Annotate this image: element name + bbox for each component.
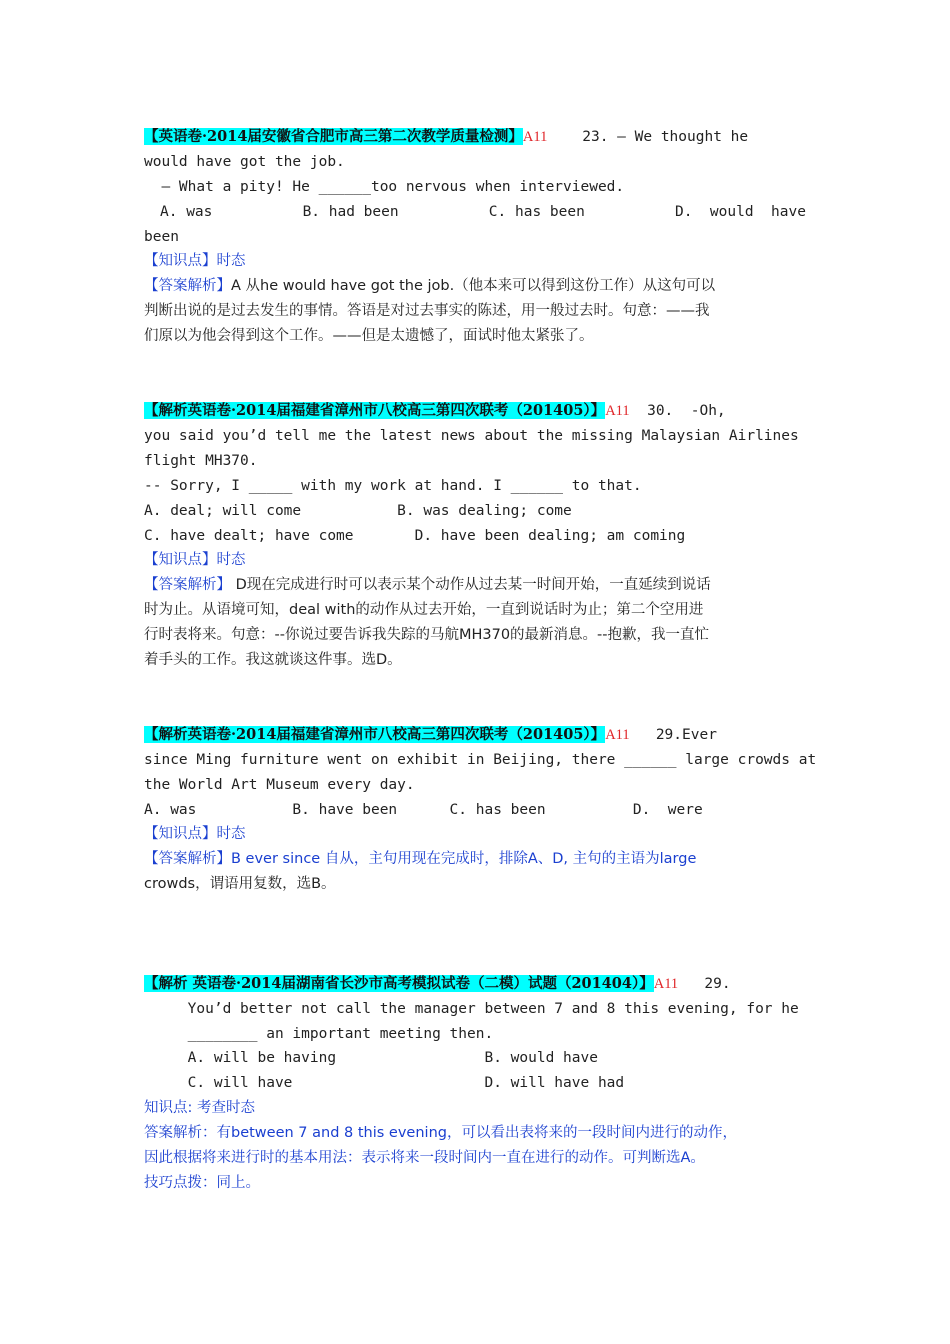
q1-options	[160, 201, 806, 223]
q2-source: 【解析英语卷·2014届福建省漳州市八校高三第四次联考（201405）】	[144, 402, 606, 419]
q3-knowledge-label: 【知识点】	[144, 826, 217, 842]
q1-code: A11	[522, 129, 548, 145]
q2-stem-start: 30. -Oh,	[629, 403, 726, 419]
q3-knowledge	[144, 823, 246, 845]
q3-knowledge-value: 时态	[216, 826, 246, 842]
q3-source: 【解析英语卷·2014届福建省漳州市八校高三第四次联考（201405）】	[144, 726, 606, 743]
q1-option-b: B. had been	[302, 204, 399, 220]
q1-knowledge-label: 【知识点】	[144, 253, 217, 269]
q1-knowledge	[144, 250, 246, 272]
q3-code: A11	[605, 727, 630, 743]
q3-answer-label: 【答案解析】	[144, 851, 231, 867]
q1-header	[144, 126, 748, 148]
q4-answer-line1: 答案解析：有between 7 and 8 this evening，可以看出表将来的一段时间内进行的动作，	[144, 1125, 737, 1141]
q2-answer-line2: 时为止。从语境可知，deal with的动作从过去开始，一直到说话时为止；第二个空用进	[144, 602, 704, 618]
q2-reply: -- Sorry, I _____ with my work at hand. I ______ to that.	[144, 478, 642, 494]
q1-stem-start: 23. — We thought he	[547, 129, 749, 145]
q4-code: A11	[653, 976, 679, 992]
q3-answer-line1	[144, 848, 696, 870]
q4-answer-line2: 因此根据将来进行时的基本用法：表示将来一段时间内一直在进行的动作。可判断选A。	[144, 1150, 705, 1166]
q1-options-wrap: been	[144, 229, 179, 245]
q4-tip: 技巧点拨：同上。	[144, 1175, 260, 1191]
q2-answer-line3: 行时表将来。句意：--你说过要告诉我失踪的马航MH370的最新消息。--抱歉，我一直忙	[144, 627, 710, 643]
q4-stem-line3: ________ an important meeting then.	[144, 1026, 494, 1042]
q1-answer-line1	[144, 275, 715, 297]
q4-stem-start: 29.	[678, 976, 731, 992]
q2-header	[144, 400, 726, 422]
q2-options-ab: A. deal; will come B. was dealing; come	[144, 503, 572, 519]
q1-option-c: C. has been	[488, 204, 585, 220]
q4-options-ab: A. will be having B. would have	[144, 1050, 598, 1066]
q2-answer-label: 【答案解析】	[144, 577, 231, 593]
q2-answer-line4: 着手头的工作。我这就谈这件事。选D。	[144, 652, 402, 668]
q2-knowledge-label: 【知识点】	[144, 552, 217, 568]
q4-options-cd: C. will have D. will have had	[144, 1075, 625, 1091]
q1-knowledge-value: 时态	[216, 253, 246, 269]
q2-options-cd: C. have dealt; have come D. have been dealing; am coming	[144, 528, 686, 544]
q1-answer-label: 【答案解析】	[144, 278, 231, 294]
q1-option-d: D. would have	[675, 204, 806, 220]
q1-option-a: A. was	[160, 204, 213, 220]
q3-answer-text1: B ever since 自从，主句用现在完成时，排除A、D, 主句的主语为large	[231, 851, 697, 867]
q4-stem-line2: You’d better not call the manager between 7 and 8 this evening, for he	[144, 1001, 799, 1017]
q3-stem-start: 29.Ever	[629, 727, 717, 743]
q3-stem-line2: since Ming furniture went on exhibit in Beijing, there ______ large crowds at	[144, 752, 817, 768]
q2-code: A11	[605, 403, 630, 419]
q1-reply: — What a pity! He ______too nervous when interviewed.	[144, 179, 625, 195]
q1-source: 【英语卷·2014届安徽省合肥市高三第二次教学质量检测】	[144, 128, 523, 145]
q3-header	[144, 724, 717, 746]
q4-header	[144, 973, 731, 995]
q4-source: 【解析 英语卷·2014届湖南省长沙市高考模拟试卷（二模）试题（201404）】	[144, 975, 654, 992]
q1-stem-line2: would have got the job.	[144, 154, 345, 170]
q2-knowledge	[144, 549, 246, 571]
q2-knowledge-value: 时态	[216, 552, 246, 568]
q3-answer-line2: crowds，谓语用复数，选B。	[144, 876, 336, 892]
q2-stem-line2: you said you’d tell me the latest news about the missing Malaysian Airlines	[144, 428, 799, 444]
q3-options: A. was B. have been C. has been D. were	[144, 802, 703, 818]
q2-answer-text1: D现在完成进行时可以表示某个动作从过去某一时间开始，一直延续到说话	[231, 577, 711, 593]
q2-stem-line3: flight MH370.	[144, 453, 258, 469]
q4-knowledge: 知识点: 考查时态	[144, 1100, 255, 1116]
q1-answer-line3: 们原以为他会得到这个工作。——但是太遗憾了，面试时他太紧张了。	[144, 328, 594, 344]
q1-answer-text1: A 从he would have got the job.（他本来可以得到这份工作）从这句可以	[231, 278, 716, 294]
q1-answer-line2: 判断出说的是过去发生的事情。答语是对过去事实的陈述，用一般过去时。句意：——我	[144, 303, 710, 319]
q2-answer-line1	[144, 574, 711, 596]
q3-stem-line3: the World Art Museum every day.	[144, 777, 415, 793]
